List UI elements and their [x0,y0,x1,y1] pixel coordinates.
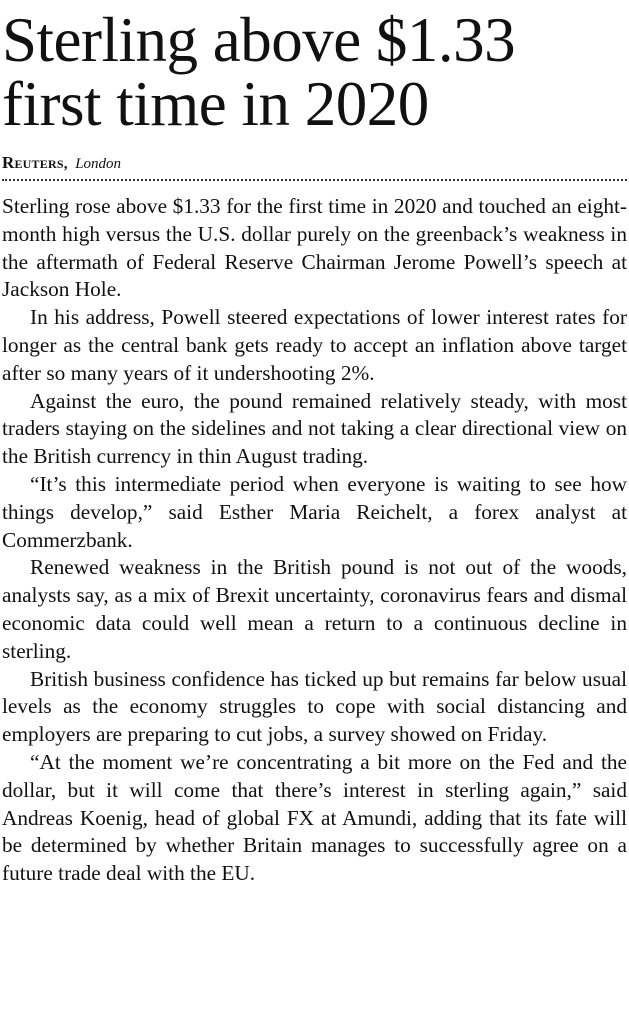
byline [2,154,627,173]
dotted-divider [2,179,627,181]
article-paragraph: Renewed weakness in the British pound is not out of the woods, analysts say, as a mix of Brexit uncertainty, coronavirus fears and dismal economic data could well mean a return to a continuous decline in sterling. [2,555,627,663]
article-paragraph: In his address, Powell steered expectations of lower interest rates for longer as the central bank gets ready to accept an inflation above target after so many years of it undershooting 2%. [2,305,627,385]
byline-separator: , [63,156,68,172]
article-headline [2,0,627,139]
article-paragraph: “At the moment we’re concentrating a bit more on the Fed and the dollar, but it will come that there’s interest in sterling again,” said Andreas Koenig, head of global FX at Amundi, adding that its fate will be determined by whether Britain manages to successfully agree on a future trade deal with the EU. [2,749,627,886]
headline-line-1: Sterling above $1.33 [2,5,516,75]
article-paragraph: Sterling rose above $1.33 for the first time in 2020 and touched an eight-month high versus the U.S. dollar purely on the greenback’s weakness in the aftermath of Federal Reserve Chairman Jerome Powell’s speech at Jackson Hole. [2,194,627,302]
headline-line-2: first time in 2020 [2,69,429,139]
byline-agency: Reuters [2,153,64,172]
byline-city: London [75,156,122,172]
article-paragraph: “It’s this intermediate period when everyone is waiting to see how things develop,” said Esther Maria Reichelt, a forex analyst at Commerzbank. [2,471,627,552]
article-paragraph: British business confidence has ticked up but remains far below usual levels as the economy struggles to cope with social distancing and employers are preparing to cut jobs, a survey showed on Friday. [2,666,627,747]
article-paragraph: Against the euro, the pound remained relatively steady, with most traders staying on the sidelines and not taking a clear directional view on the British currency in thin August trading. [2,388,627,469]
article-body [2,193,627,888]
